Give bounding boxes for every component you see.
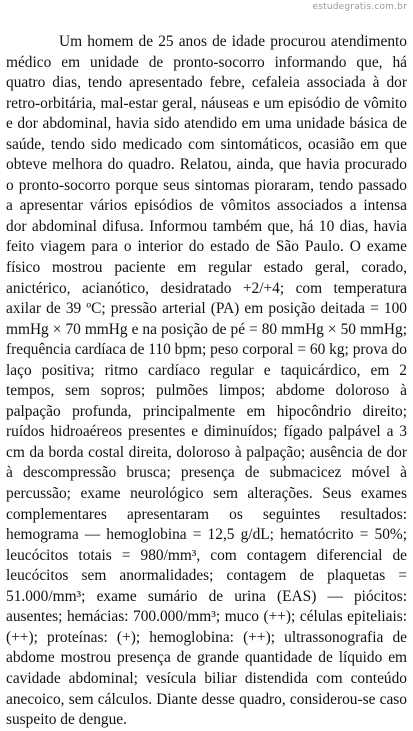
watermark: estudegratis.com.br — [312, 2, 407, 12]
case-paragraph: Um homem de 25 anos de idade procurou atendimento médico em unidade de pronto-socorro informando que, há quatro dias, tendo apresentado febre, cefaleia associada à dor retro-orbitária, mal-estar geral, náuseas e um episódio de vômito e dor abdominal, havia sido atendido em uma unidade básica de saúde, tendo sido medicado com sintomáticos, ocasião em que obteve melhora do quadro. Relatou, ainda, que havia procurado o pronto-socorro porque seus sintomas pioraram, tendo passado a apresentar vários episódios de vômitos associados a intensa dor abdominal difusa. Informou também que, há 10 dias, havia feito viagem para o interior do estado de São Paulo. O exame físico mostrou paciente em regular estado geral, corado, anictérico, acianótico, desidratado +2/+4; com temperatura axilar de 39 ºC; pressão arterial (PA) em posição deitada = 100 mmHg × 70 mmHg e na posição de pé = 80 mmHg × 50 mmHg; frequência cardíaca de 110 bpm; peso corporal = 60 kg; prova do laço positiva; ritmo cardíaco regular e taquicárdico, em 2 tempos, sem sopros; pulmões limpos; abdome doloroso à palpação profunda, principalmente em hipocôndrio direito; ruídos hidroaéreos presentes e diminuídos; fígado palpável a 3 cm da borda costal direita, doloroso à palpação; ausência de dor à descompressão brusca; presença de submacicez móvel à percussão; exame neurológico sem alterações. Seus exames complementares apresentaram os seguintes resultados: hemograma — hemoglobina = 12,5 g/dL; hematócrito = 50%; leucócitos totais = 980/mm³, com contagem diferencial de leucócitos sem anormalidades; contagem de plaquetas = 51.000/mm³; exame sumário de urina (EAS) — piócitos: ausentes; hemácias: 700.000/mm³; muco (++); células epiteliais: (++); proteínas: (+); hemoglobina: (++); ultrassonografia de abdome mostrou presença de grande quantidade de líquido em cavidade abdominal; vesícula biliar distendida com conteúdo anecoico, sem cálculos. Diante desse quadro, considerou-se caso suspeito de dengue. — [6, 33, 407, 729]
